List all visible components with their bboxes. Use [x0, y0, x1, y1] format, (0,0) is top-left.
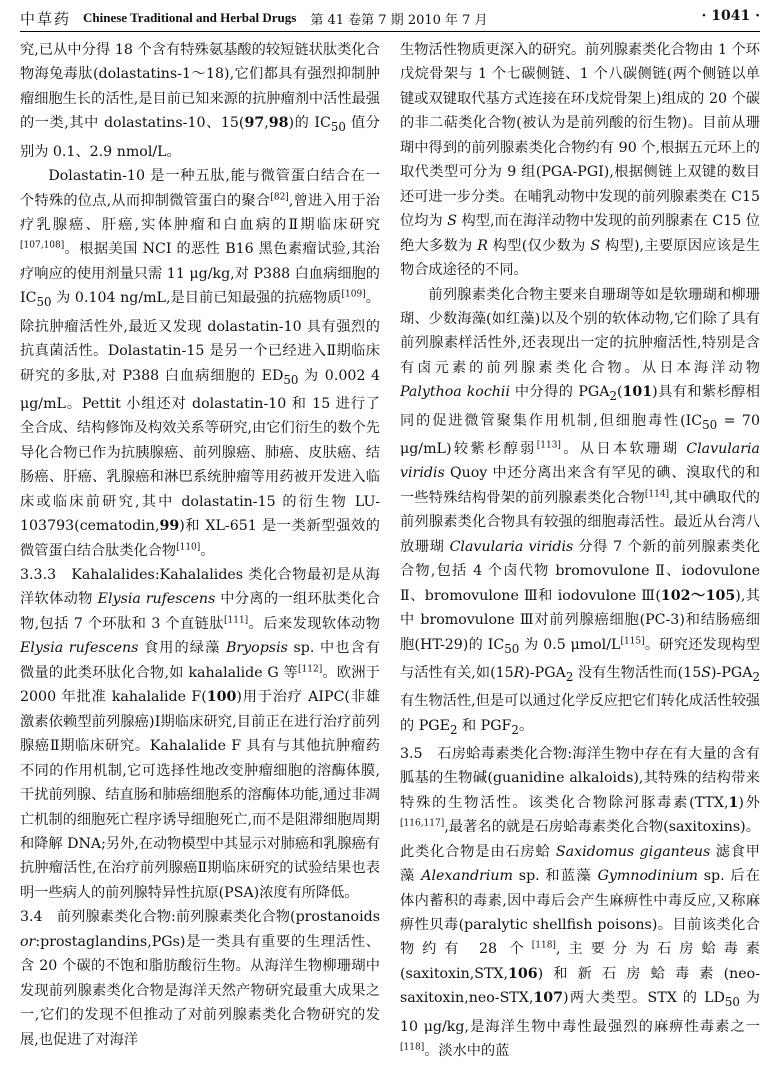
paragraph-p3: 3.3.3 Kahalalides:Kahalalides 类化合物最初是从海洋软体动物 Elysia rufescens 中分离的一组环肽类化合物,包括 7 个环肽和 3 个直链肽[111]。后来发现软体动物 Elysia rufescens 食用的绿藻 Bryopsis sp. 中也含有微量的此类环肽化合物,如 kahalalide G 等[112]。欧洲于 2000 年批准 kahalalide F(100)用于治疗 AIPC(非雄激素依赖型前列腺癌)Ⅰ期临床研究,目前正在进行治疗前列腺癌Ⅱ期临床研究。Kahalalide F 具有与其他抗肿瘤药不同的作用机制,它可选择性地改变肿瘤细胞的溶酶体膜,干扰前列腺、结直肠和肺癌细胞系的溶酶体功能,通过非凋亡机制的细胞死亡程序诱导细胞死亡,而不是阻滞细胞周期和降解 DNA;另外,在动物模型中其显示对肺癌和乳腺癌有抗肿瘤活性,在治疗前列腺癌Ⅱ期临床研究的试验结果也表明一些病人的前列腺特异性抗原(PSA)浓度有所降低。 — [20, 567, 380, 901]
issue-info: 第 41 卷第 7 期 2010 年 7 月 — [310, 12, 488, 28]
page-number: · 1041 · — [701, 8, 760, 24]
journal-name-english: Chinese Traditional and Herbal Drugs — [83, 10, 297, 25]
running-header — [20, 6, 760, 30]
paragraph-p5: 生物活性物质更深入的研究。前列腺素类化合物由 1 个环戊烷骨架与 1 个七碳侧链、1 个八碳侧链(两个侧链以单键或双键取代基方式连接在环戊烷骨架上)组成的 20 个碳的非二萜类化合物(被认为是前列酸的衍生物)。目前从珊瑚中得到的前列腺素类化合物约有 90 个,根据五元环上的取代类型可分为 9 组(PGA-PGI),根据侧链上双键的数目还可进一步分类。在哺乳动物中发现的前列腺素类在 C15 位均为 S 构型,而在海洋动物中发现的前列腺素在 C15 位绝大多数为 R 构型(仅少数为 S 构型),主要原因应该是生物合成途径的不同。 — [400, 42, 760, 279]
header-rule — [20, 31, 760, 32]
paragraph-p7: 3.5 石房蛤毒素类化合物:海洋生物中存在有大量的含有胍基的生物碱(guanidine alkaloids),其特殊的结构带来特殊的生物活性。该类化合物除河豚毒素(TTX,1)外[116,117],最著名的就是石房蛤毒素类化合物(saxitoxins)。此类化合物是由石房蛤 Saxidomus giganteus 滤食甲藻 Alexandrium sp. 和蓝藻 Gymnodinium sp. 后在体内蓄积的毒素,因中毒后会产生麻痹性中毒反应,又称麻痹性贝毒(paralytic shellfish poisons)。目前该类化合物约有 28 个[118],主要分为石房蛤毒素(saxitoxin,STX,106)和新石房蛤毒素(neo-saxitoxin,neo-STX,107)两大类型。STX 的 $LD_{50}$ 为 10 μg/kg,是海洋生物中毒性最强烈的麻痹性毒素之一[118]。淡水中的蓝 — [400, 745, 760, 1060]
paragraph-p1: 究,已从中分得 18 个含有特殊氨基酸的较短链状肽类化合物海兔毒肽(dolastatins-1～18),它们都具有强烈抑制肿瘤细胞生长的活性,是目前已知来源的抗肿瘤剂中活性最强的一类,其中 dolastatins-10、15(97,98)的 $IC_{50}$ 值分别为 0.1、2.9 nmol/L。 — [20, 42, 380, 160]
paragraph-p2: Dolastatin-10 是一种五肽,能与微管蛋白结合在一个特殊的位点,从而抑制微管蛋白的聚合[82],曾进入用于治疗乳腺癌、肝癌,实体肿瘤和白血病的Ⅱ期临床研究[107,108]。根据美国 NCI 的恶性 B16 黑色素瘤试验,其治疗响应的使用剂量只需 11 μg/kg,对 P388 白血病细胞的 $IC_{50}$ 为 0.104 ng/mL,是目前已知最强的抗癌物质[109]。除抗肿瘤活性外,最近又发现 dolastatin-10 具有强烈的抗真菌活性。Dolastatin-15 是另一个已经进入Ⅱ期临床研究的多肽,对 P388 白血病细胞的 $ED_{50}$ 为 0.002 4 μg/mL。Pettit 小组还对 dolastatin-10 和 15 进行了全合成、结构修饰及构效关系等研究,由它们衍生的数个先导化合物已作为抗胰腺癌、前列腺癌、肺癌、皮肤癌、结肠癌、肝癌、乳腺癌和淋巴系统肿瘤等用药被开发进入临床或临床前研究,其中 dolastatin-15 的衍生物 LU-103793(cematodin,99)和 XL-651 是一类新型强效的微管蛋白结合肽类化合物[110]。 — [20, 168, 380, 559]
paragraph-p4: 3.4 前列腺素类化合物:前列腺素类化合物(prostanoids or:prostaglandins,PGs)是一类具有重要的生理活性、含 20 个碳的不饱和脂肪酸衍生物。从海洋生物柳珊瑚中发现前列腺素类化合物是海洋天然产物研究最重大成果之一,它们的发现不但推动了对前列腺素类化合物研究的发展,也促进了对海洋 — [20, 909, 380, 1048]
left-column — [20, 38, 380, 1078]
journal-name-chinese: 中草药 — [20, 9, 72, 28]
right-column — [400, 38, 760, 1078]
paragraph-p6: 前列腺素类化合物主要来自珊瑚等如是软珊瑚和柳珊瑚、少数海藻(如红藻)以及个别的软体动物,它们除了具有前列腺素样活性外,还表现出一定的抗肿瘤活性,特别是含有卤元素的前列腺素类化合物。从日本海洋动物 Palythoa kochii 中分得的 $PGA_2(101)$具有和紫杉醇相同的促进微管聚集作用机制,但细胞毒性($IC_{50} = 70$ μg/mL)较紫杉醇弱[113]。从日本软珊瑚 Clavularia viridis Quoy 中还分离出来含有罕见的碘、溴取代的和一些特殊结构骨架的前列腺素类化合物[114],其中碘取代的前列腺素类化合物具有较强的细胞毒活性。最近从台湾八放珊瑚 Clavularia viridis 分得 7 个新的前列腺素类化合物,包括 4 个卤代物 bromovulone Ⅱ、iodovulone Ⅱ、bromovulone Ⅲ和 iodovulone Ⅲ(102～105),其中 bromovulone Ⅲ对前列腺癌细胞(PC-3)和结肠癌细胞(HT-29)的 $IC_{50}$ 为 0.5 μmol/L[115]。研究还发现构型与活性有关,如$(15R)-PGA_2$ 没有生物活性而$(15S)-PGA_2$ 有生物活性,但是可以通过化学反应把它们转化成活性较强的 $PGE_2$ 和 $PGF_2$。 — [400, 286, 760, 737]
